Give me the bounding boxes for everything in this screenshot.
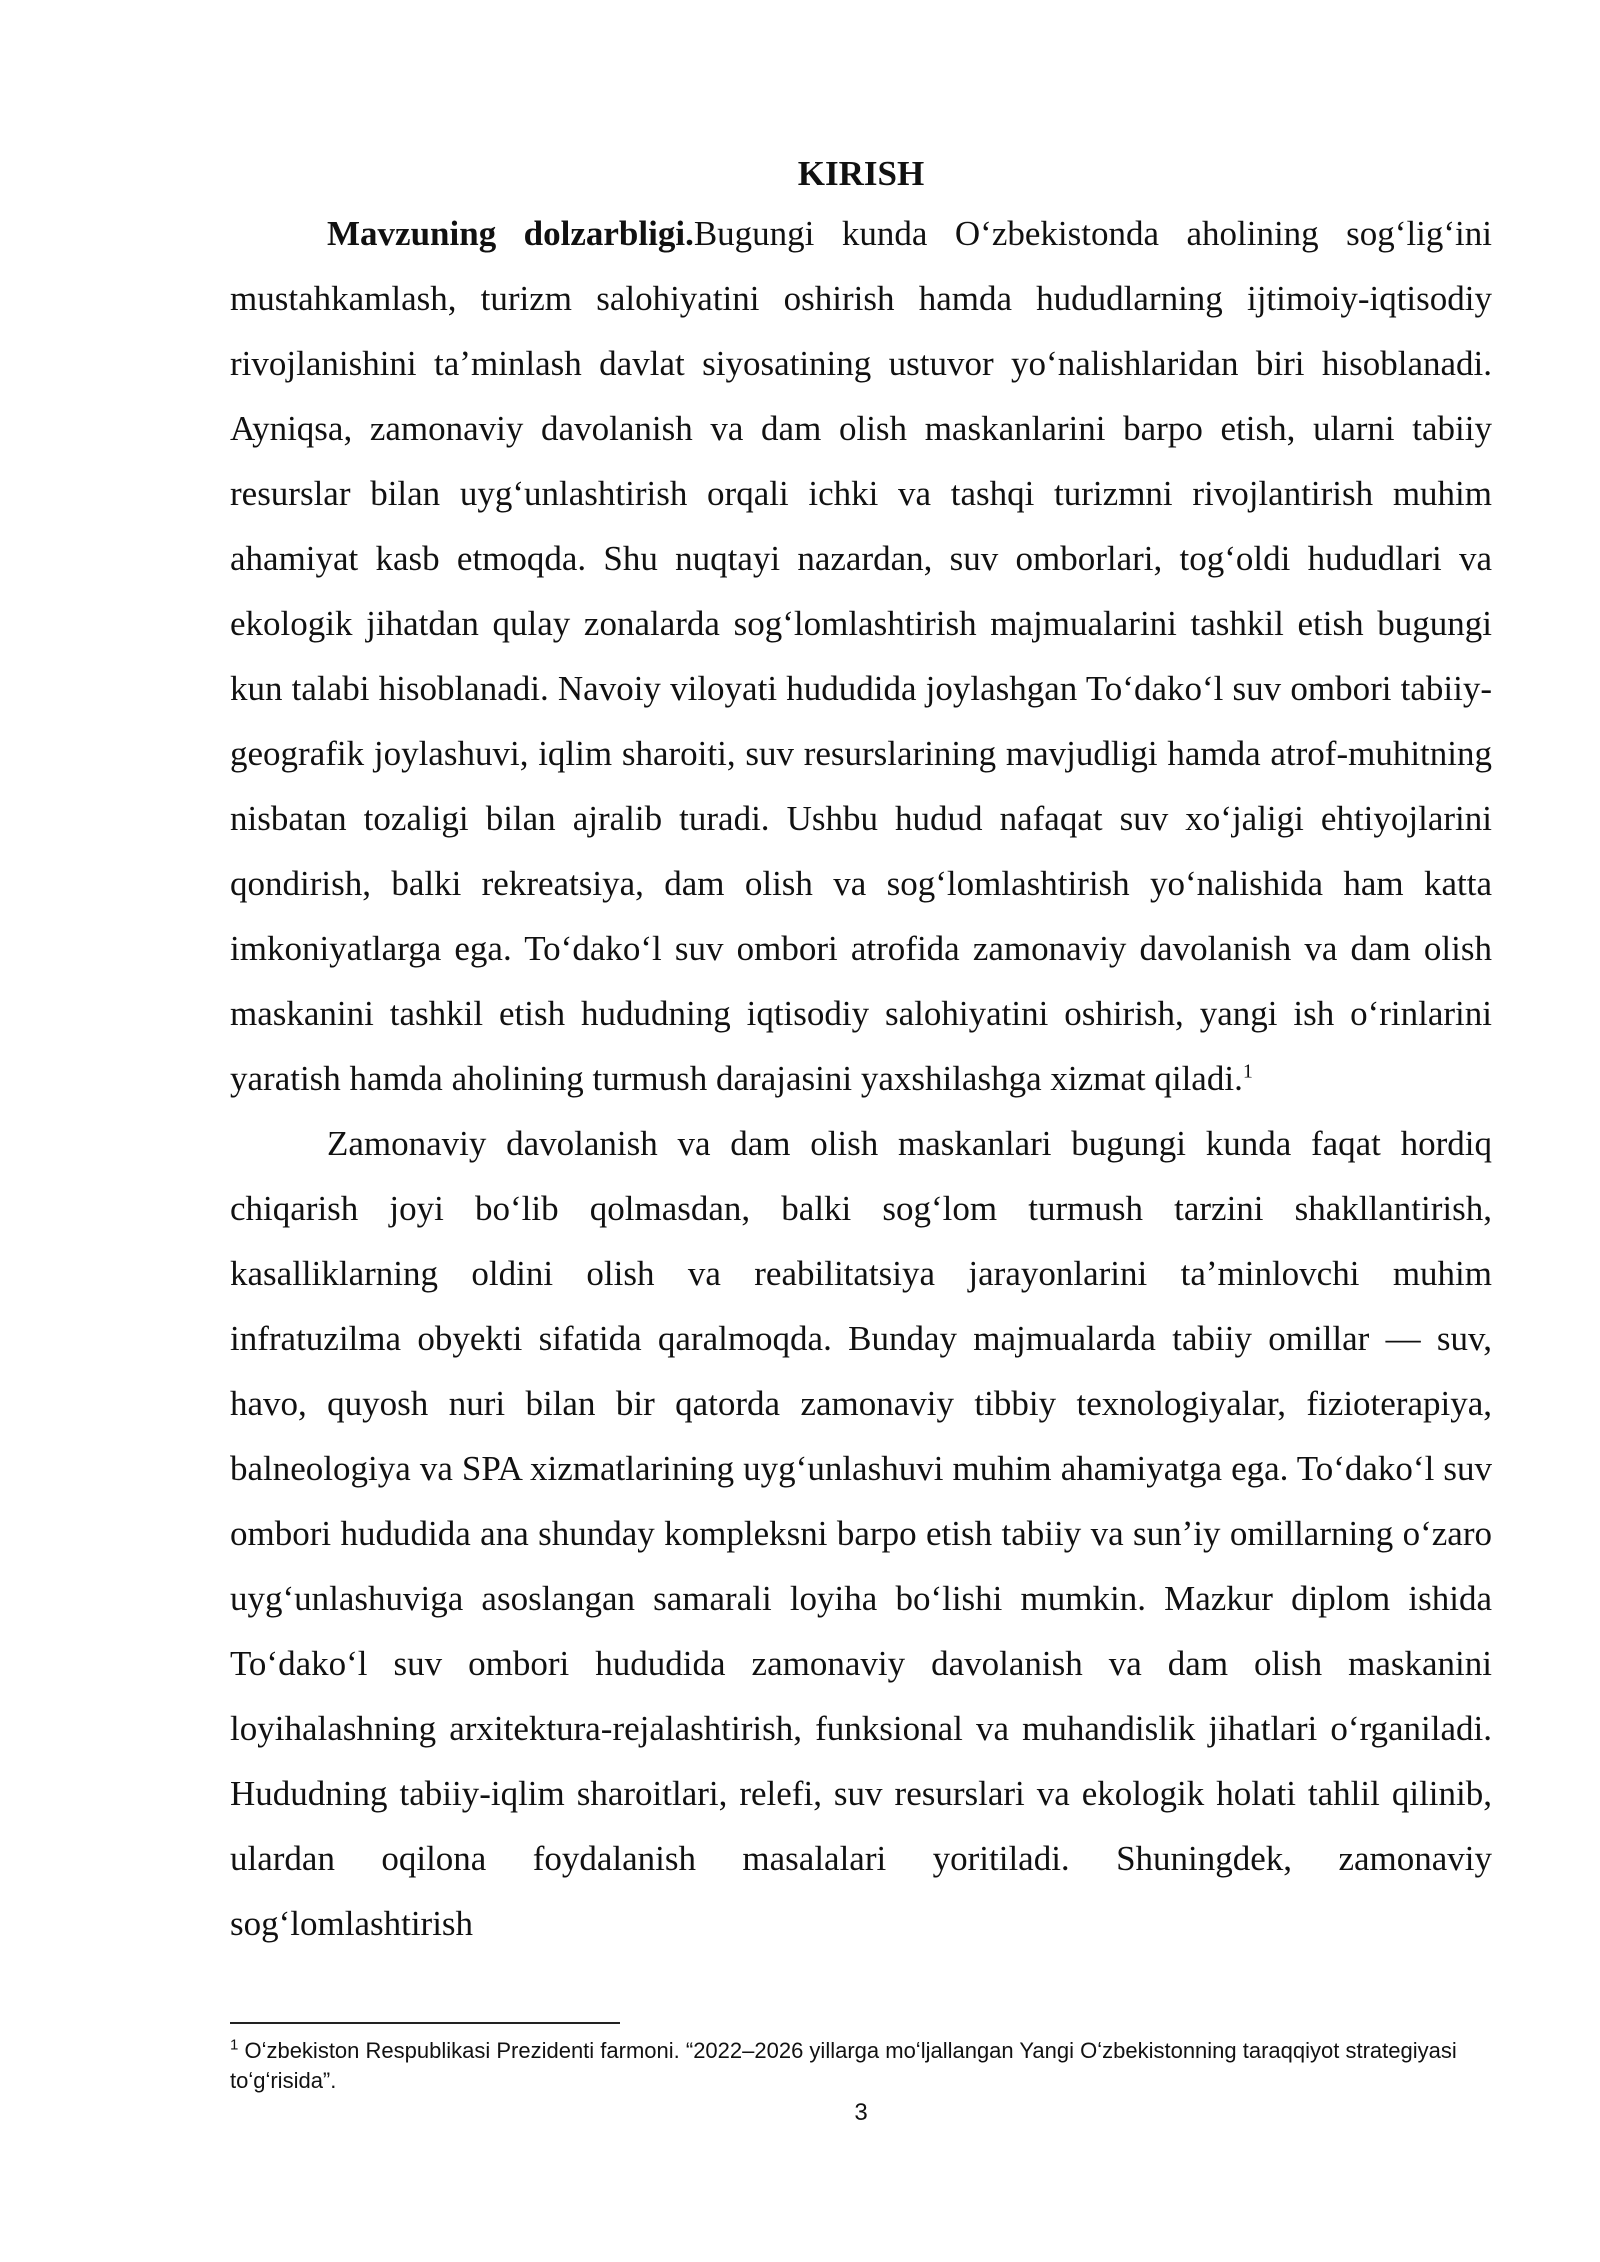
footnote-reference[interactable]: 1 bbox=[1242, 1060, 1253, 1083]
paragraph-lead: Mavzuning dolzarbligi. bbox=[327, 214, 694, 253]
paragraph-text: Bugungi kunda Oʻzbekistonda aholining sogʻligʻini mustahkamlash, turizm salohiyatini oshirish hamda hududlarning ijtimoiy-iqtisodiy rivojlanishini taʼminlash davlat siyosatining ustuvor yoʻnalishlaridan biri hisoblanadi. Ayniqsa, zamonaviy davolanish va dam olish maskanlarini barpo etish, ularni tabiiy resurslar bilan uygʻunlashtirish orqali ichki va tashqi turizmni rivojlantirish muhim ahamiyat kasb etmoqda. Shu nuqtayi nazardan, suv omborlari, togʻoldi hududlari va ekologik jihatdan qulay zonalarda sogʻlomlashtirish majmualarini tashkil etish bugungi kun talabi hisoblanadi. Navoiy viloyati hududida joylashgan Toʻdakoʻl suv ombori tabiiy-geografik joylashuvi, iqlim sharoiti, suv resurslarining mavjudligi hamda atrof-muhitning nisbatan tozaligi bilan ajralib turadi. Ushbu hudud nafaqat suv xoʻjaligi ehtiyojlarini qondirish, balki rekreatsiya, dam olish va sogʻlomlashtirish yoʻnalishida ham katta imkoniyatlarga ega. Toʻdakoʻl suv ombori atrofida zamonaviy davolanish va dam olish maskanini tashkil etish hududning iqtisodiy salohiyatini oshirish, yangi ish oʻrinlarini yaratish hamda aholining turmush darajasini yaxshilashga xizmat qiladi. bbox=[230, 214, 1492, 1098]
paragraph-second: Zamonaviy davolanish va dam olish maskanlari bugungi kunda faqat hordiq chiqarish joyi boʻlib qolmasdan, balki sogʻlom turmush tarzini shakllantirish, kasalliklarning oldini olish va reabilitatsiya jarayonlarini taʼminlovchi muhim infratuzilma obyekti sifatida qaralmoqda. Bunday majmualarda tabiiy omillar — suv, havo, quyosh nuri bilan bir qatorda zamonaviy tibbiy texnologiyalar, fizioterapiya, balneologiya va SPA xizmatlarining uygʻunlashuvi muhim ahamiyatga ega. Toʻdakoʻl suv ombori hududida ana shunday kompleksni barpo etish tabiiy va sunʼiy omillarning oʻzaro uygʻunlashuviga asoslangan samarali loyiha boʻlishi mumkin. Mazkur diplom ishida Toʻdakoʻl suv ombori hududida zamonaviy davolanish va dam olish maskanini loyihalashning arxitektura-rejalashtirish, funksional va muhandislik jihatlari oʻrganiladi. Hududning tabiiy-iqlim sharoitlari, relefi, suv resurslari va ekologik holati tahlil qilinib, ulardan oqilona foydalanish masalalari yoritiladi. Shuningdek, zamonaviy sogʻlomlashtirish bbox=[230, 1124, 1492, 1943]
footnote-text: Oʻzbekiston Respublikasi Prezidenti farmoni. “2022–2026 yillarga moʻljallangan Yangi Oʻzbekistonning taraqqiyot strategiyasi toʻgʻrisida”. bbox=[230, 2038, 1457, 2093]
footnote-separator bbox=[230, 2022, 620, 2024]
footnote bbox=[230, 2036, 1492, 2096]
footnote-number: 1 bbox=[230, 2036, 239, 2054]
main-text-block bbox=[230, 146, 1492, 1956]
paragraph-relevance bbox=[230, 201, 1492, 1111]
page-heading: KIRISH bbox=[797, 154, 925, 193]
page-number: 3 bbox=[854, 2099, 868, 2126]
